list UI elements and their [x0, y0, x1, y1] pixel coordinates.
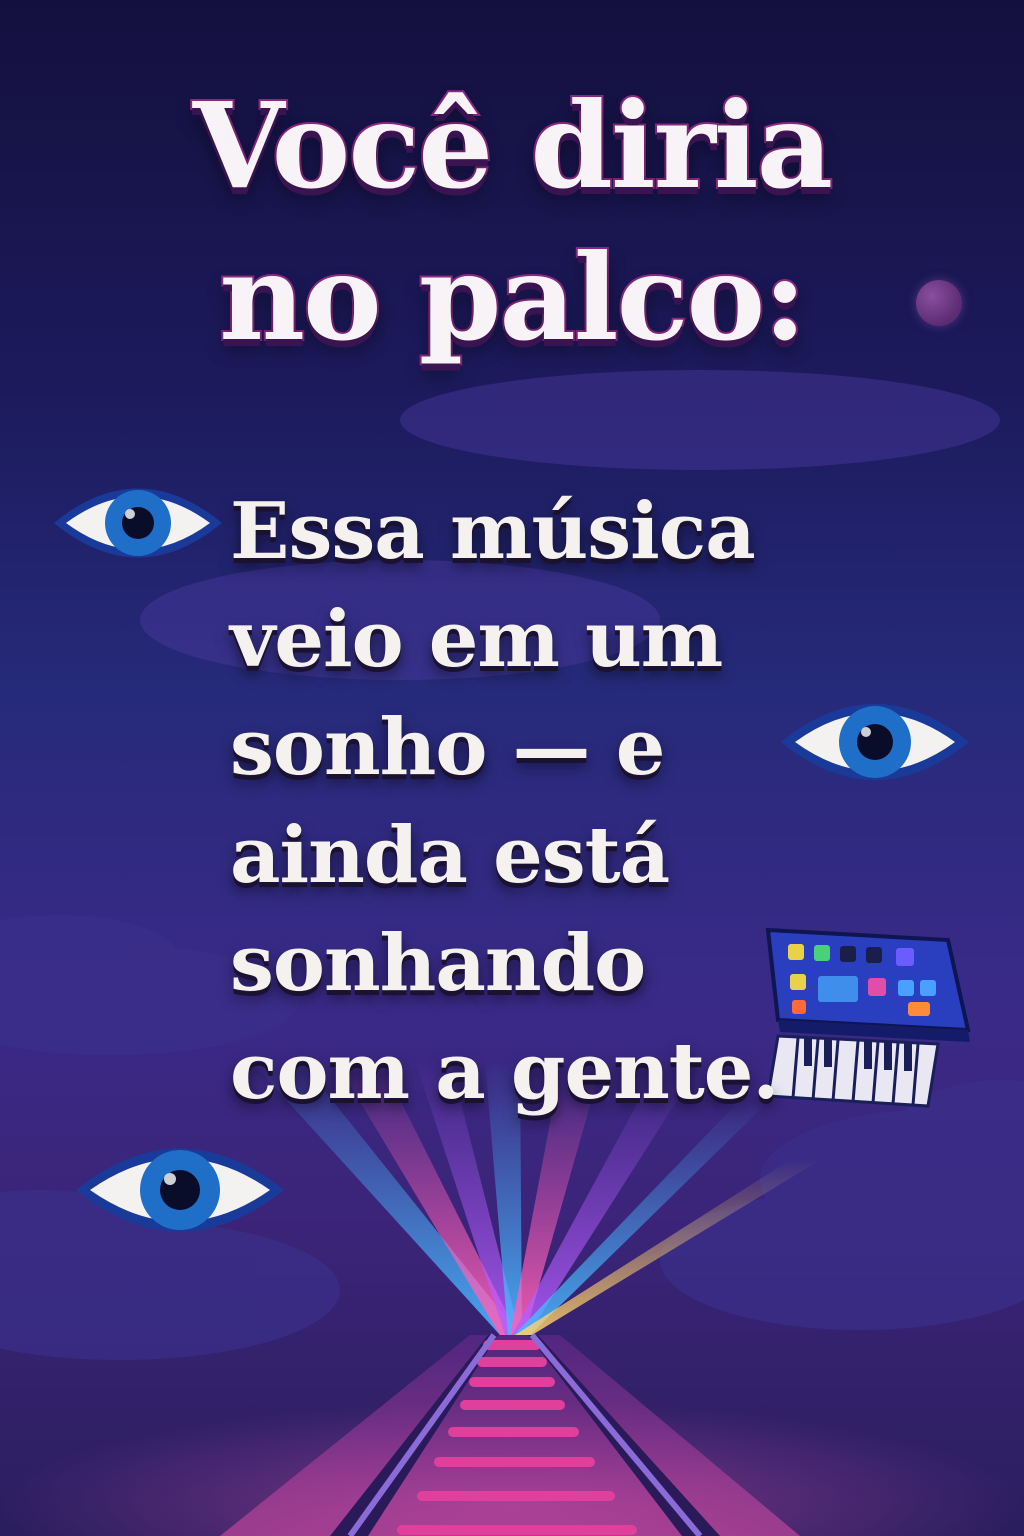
- eye-icon: [48, 468, 228, 578]
- poster-title: [0, 70, 1024, 374]
- body-line-3: sonho — e: [230, 702, 665, 793]
- body-line-4: ainda está: [230, 810, 670, 901]
- title-line-1: Você diria: [192, 76, 832, 215]
- body-line-1: Essa música: [230, 486, 755, 577]
- body-line-5: sonhando: [230, 918, 646, 1009]
- eye-icon: [70, 1125, 290, 1255]
- body-line-6: com a gente.: [230, 1026, 779, 1117]
- body-text: [230, 478, 890, 1126]
- body-line-2: veio em um: [230, 594, 723, 685]
- title-line-2: no palco:: [219, 228, 805, 367]
